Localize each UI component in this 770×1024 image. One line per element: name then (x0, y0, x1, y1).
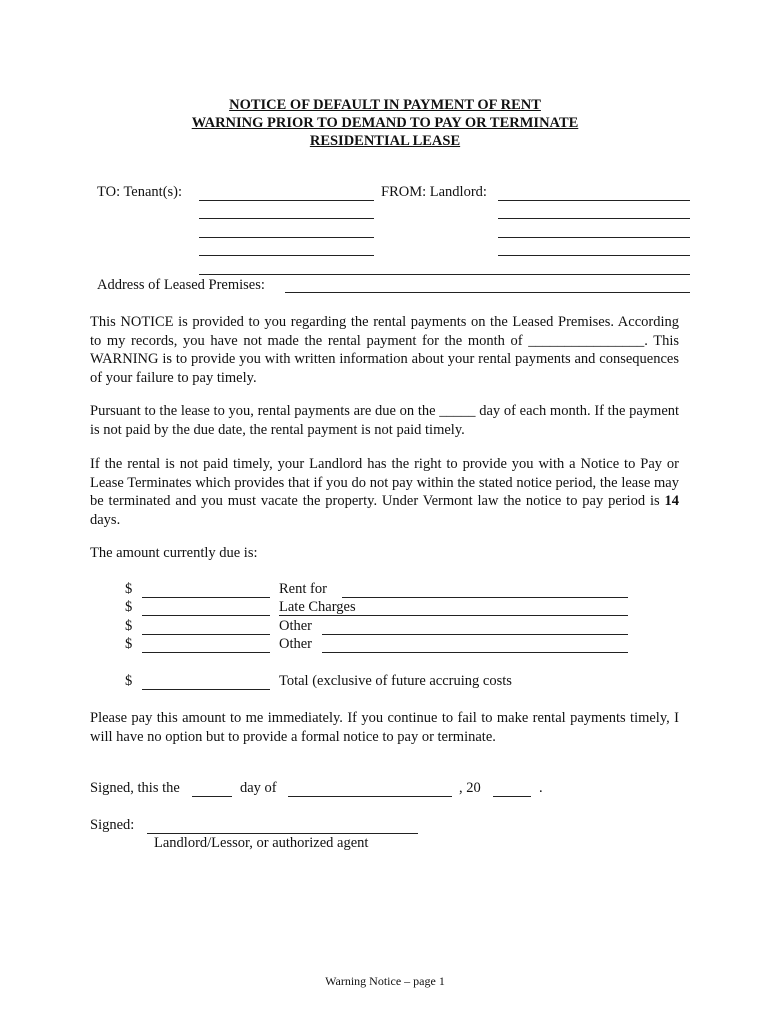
rent-amount-line[interactable] (142, 597, 270, 598)
page-footer: Warning Notice – page 1 (325, 974, 445, 988)
notice-days-value: 14 (664, 493, 680, 509)
dollar-sign: $ (125, 599, 133, 615)
dollar-sign: $ (125, 673, 133, 689)
dollar-sign: $ (125, 581, 133, 597)
late-charges-line[interactable] (279, 615, 628, 616)
tenant-name-line-2[interactable] (199, 218, 374, 219)
row-label-late-charges: Late Charges (279, 599, 356, 615)
signer-caption: Landlord/Lessor, or authorized agent (154, 835, 369, 851)
other-description-line-2[interactable] (322, 652, 628, 653)
day-of-label: day of (240, 780, 277, 796)
other-description-line-1[interactable] (322, 634, 628, 635)
dollar-sign: $ (125, 636, 133, 652)
closing-paragraph: Please pay this amount to me immediately. If you continue to fail to make rental payments timely, I will have no option but to provide a formal notice to pay or terminate. (90, 710, 679, 745)
signed-year-line[interactable] (493, 796, 531, 797)
row-label-rent: Rent for (279, 581, 327, 597)
signature-line[interactable] (147, 833, 418, 834)
landlord-name-line-1[interactable] (498, 200, 690, 201)
document-title-line-1: NOTICE OF DEFAULT IN PAYMENT OF RENT (229, 97, 541, 113)
signed-this-the-label: Signed, this the (90, 780, 180, 796)
tenant-name-line-3[interactable] (199, 237, 374, 238)
other-amount-line-1[interactable] (142, 634, 270, 635)
due-date-paragraph: Pursuant to the lease to you, rental payments are due on the _____ day of each month. If the payment is not paid by the due date, the rental payment is not paid timely. (90, 403, 680, 438)
tenant-name-line-4[interactable] (199, 255, 374, 256)
landlord-name-line-4[interactable] (498, 255, 690, 256)
other-amount-line-2[interactable] (142, 652, 270, 653)
row-label-other-1: Other (279, 618, 313, 634)
document-title-line-3: RESIDENTIAL LEASE (309, 133, 461, 149)
late-charges-amount-line[interactable] (142, 615, 270, 616)
signed-day-line[interactable] (192, 796, 232, 797)
landlord-name-line-3[interactable] (498, 237, 690, 238)
amount-due-intro: The amount currently due is: (90, 545, 258, 561)
dollar-sign: $ (125, 618, 133, 634)
total-amount-line[interactable] (142, 689, 270, 690)
tenant-label: TO: Tenant(s): (97, 184, 183, 200)
landlord-label: FROM: Landlord: (381, 184, 487, 200)
date-period: . (539, 780, 543, 796)
landlord-name-line-2[interactable] (498, 218, 690, 219)
address-line-1[interactable] (199, 274, 690, 275)
address-label: Address of Leased Premises: (97, 277, 265, 293)
address-line-2[interactable] (285, 292, 690, 293)
tenant-name-line-1[interactable] (199, 200, 374, 201)
total-label: Total (exclusive of future accruing costs (279, 673, 512, 689)
month-blank[interactable]: ________________ (528, 332, 645, 349)
signed-month-line[interactable] (288, 796, 452, 797)
due-day-blank[interactable]: _____ (439, 403, 476, 419)
year-prefix: , 20 (459, 780, 481, 796)
signed-label: Signed: (90, 817, 135, 833)
rent-for-line[interactable] (342, 597, 628, 598)
document-title-line-2: WARNING PRIOR TO DEMAND TO PAY OR TERMINATE (191, 115, 579, 131)
row-label-other-2: Other (279, 636, 313, 652)
notice-paragraph: This NOTICE is provided to you regarding the rental payments on the Leased Premises. According to my records, you have not made the rental payment for the month of ________________. This WARNING is to provide you with written information about your rental payments and consequences of your failure to pay timely. (90, 314, 679, 386)
rights-paragraph: If the rental is not paid timely, your Landlord has the right to provide you with a Notice to Pay or Lease Terminates which provides that if you do not pay within the stated notice period, the lease may be terminated and you must vacate the property. Under Vermont law the notice to pay period is 14 days. (90, 456, 680, 528)
